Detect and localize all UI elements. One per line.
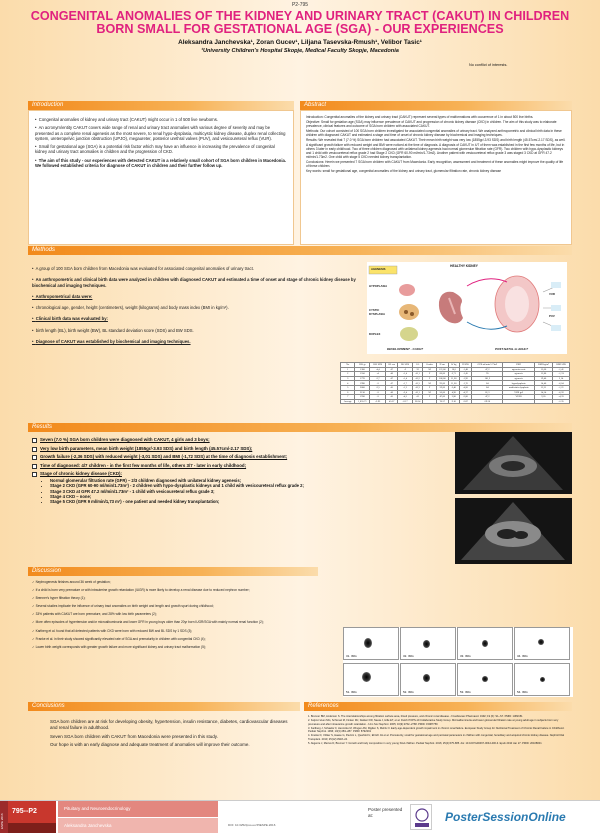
reference-item: 4. Franke D, Völker S, Haase G, Pavicic L, Querfeld U, Ehrich JH et al. Prematurity, small for gestational age and perinatal parameters in children with congenital, hereditary and acquired chronic kidney disease. Nephrol Dial Transplant. 2010; 25(12):3918–24. <box>308 734 564 741</box>
table-cell: 2060 <box>355 385 370 390</box>
authors: Aleksandra Janchevska¹, Zoran Gucev¹, Liljana Tasevska-Rmush¹, Velibor Tasic¹ <box>178 39 422 46</box>
ckd-item: • Stage 2 CKD (GFR 60-90 ml/min/1.73m²) - 2 children with hypo-dysplastic kidneys and 1 child with vesicoureteral reflux grade 2; <box>50 483 352 488</box>
discussion-item: Nephrogenesis finishes around 36 week of gestation; <box>35 580 111 584</box>
table-cell: -4 <box>370 372 386 377</box>
table-cell: VUR gr2 <box>503 390 534 395</box>
footer-topic: Pituitary and Neuroendocrinology <box>58 801 218 817</box>
table-cell: 15,00 <box>534 367 552 372</box>
result-item: Seven (7.0 %) SGA born children were diagnosed with CAKUT, 4 girls and 3 boys; <box>32 437 352 443</box>
table-cell: 4 <box>341 381 355 386</box>
abstract-paragraph: Conclusions: Herein we presented 7 SGA born children with CAKUT from Macedonia. Early recognition, assessment and treatment of these anomalies might improve the quality of life of these children. <box>306 159 564 169</box>
table-cell: -1,74 <box>553 372 570 377</box>
diagram-label-agenesis: AGENESIS <box>371 267 386 271</box>
reference-item: 5. Akgente J, Mertus D, Brenner Y. Growth and body composition in very young SGA children. Pediatr Nephrol. 2016; 25(4):675-685. doi: 10.1007/s00467-009-1400-3. Epub 2010 Jan 27. PMID: 20108001 <box>308 742 542 746</box>
table-cell: F <box>423 385 436 390</box>
introduction-header: Introduction <box>28 101 294 110</box>
table-header-cell: W kg <box>449 363 460 368</box>
table-cell: 32 <box>412 367 423 372</box>
table-header-cell: BW SDS <box>370 363 386 368</box>
table-cell: 81,3 <box>472 390 503 395</box>
table-cell: -2,5 <box>370 385 386 390</box>
discussion-section <box>28 567 572 576</box>
patients-table-wrap <box>340 362 570 404</box>
table-cell: 41 <box>412 395 423 400</box>
table-cell: 7 <box>341 395 355 400</box>
discussion-item: Several studies implicate the influence of urinary tract anomalies on birth weight and length and growth spurt during childhood; <box>35 604 214 609</box>
references-body <box>304 711 572 745</box>
table-cell: 41,1 <box>412 390 423 395</box>
ckd-item: • Stage 3 CKD at GFR 47.2 ml/min/1.73m² - 1 child with vesicoureteral reflux grade 3; <box>50 489 352 494</box>
table-cell: -4,5 <box>398 395 412 400</box>
table-cell: 46 <box>386 390 398 395</box>
table-cell: F <box>423 376 436 381</box>
table-cell: -2,7 <box>370 376 386 381</box>
intro-aim: The aim of this study - our experiences with detected CAKUT in a relatively small cohort of SGA born children in Macedonia. We followed established criteria for diagnose of CAKUT in children and their further follow up. <box>35 157 286 169</box>
table-cell: M <box>423 390 436 395</box>
scan-image: 34. IMG <box>514 627 570 660</box>
table-cell: 46 <box>386 372 398 377</box>
table-cell: 6 <box>341 390 355 395</box>
table-cell: 56,00 <box>436 390 448 395</box>
conclusions-body <box>28 711 300 748</box>
table-header-cell: BW gr <box>355 363 370 368</box>
espe-logo-icon <box>410 804 432 830</box>
diagram-label-puv: PUV <box>549 314 555 318</box>
table-cell: 121,00 <box>436 367 448 372</box>
table-cell: 5 <box>341 385 355 390</box>
table-header-cell: No <box>341 363 355 368</box>
ckd-item: • Normal glomerular filtration rate (GFR) – 2/3 children diagnosed with unilateral kidney agenesis; <box>50 478 352 483</box>
scan-image: 33. IMG <box>457 627 513 660</box>
discussion-item: Lower birth weight corresponds with greater growth failure and more significant kidney and urinary tract malformation (5); <box>35 644 206 649</box>
results-header: Results <box>28 423 572 432</box>
table-cell: hypodysplasia <box>503 381 534 386</box>
table-cell: 1360 <box>355 367 370 372</box>
results-list <box>32 437 352 507</box>
table-cell: 47 <box>386 381 398 386</box>
methods-item: Clinical birth data was evaluated by: <box>35 316 108 322</box>
table-cell: 4,90 <box>449 390 460 395</box>
introduction-section <box>28 101 294 245</box>
table-cell: F <box>423 395 436 400</box>
discussion-item: Franke et al. in their study showed significantly elevated rate of SGA and prematurity in children with congenital CKD (4); <box>35 636 206 641</box>
table-cell: 15,80 <box>534 372 552 377</box>
abstract-header: Abstract <box>300 101 572 110</box>
table-cell: -2,4 <box>398 390 412 395</box>
table-cell: 60,00 <box>436 372 448 377</box>
table-cell: -1,7 <box>398 381 412 386</box>
table-cell: Average <box>341 399 355 404</box>
table-cell: 14,54 <box>534 390 552 395</box>
table-cell: agenesis renis <box>503 367 534 372</box>
methods-section <box>28 246 572 255</box>
introduction-body: • Congenital anomalies of kidney and urinary tract (CAKUT) might occur in 1 of 500 live newborns. • An acronym/entity CAKUT covers wide range of renal and urinary tract anomalies with various degree of severity and may be presented as a complete renal agenesis as the most severe, to renal hypo-dysplasia, multicystic kidney disease, duplex renal collecting system, ureteropelvic junction obstruction (UPJO), megaureter, posterior urethral valves (PUV), and vesicoureteral reflux (VUR). • Small for gestational age (SGA) is a potential risk factor which may have an influence in increasing the prevalence of congenital kidney and urinary tract anomalies in children and the progression of CKD. • The aim of this study - our experiences with detected CAKUT in a relatively small cohort of SGA born children in Macedonia. We followed established criteria for diagnose of CAKUT in children and their further follow up. <box>28 110 294 245</box>
scan-image: 52. IMG <box>400 663 456 696</box>
table-cell: -1,48 <box>459 367 472 372</box>
conclusion-paragraph: Seven SGA born children with CAKUT from Macedonia were presented in this study. <box>50 733 218 739</box>
table-cell: -1,21 <box>553 385 570 390</box>
footer-presented-at: Poster presented at: <box>368 807 403 818</box>
table-cell: -4,37 <box>459 390 472 395</box>
table-cell: -2,00 <box>459 395 472 400</box>
reference-item: 1. Brenner BM, Anderson S. The interrelationships among filtration surface area, blood pressure, and chronic renal disease. J Cardiovasc Pharmacol. 1992; 19 (6): S1–S7. PMID: 1382151 <box>308 715 523 718</box>
results-section <box>28 423 572 432</box>
table-cell: 14,40 <box>534 381 552 386</box>
table-cell: 84 <box>472 381 503 386</box>
table-cell: 6,40 <box>449 385 460 390</box>
table-cell: 41,2 <box>412 376 423 381</box>
table-cell: 1550 <box>355 372 370 377</box>
table-cell: -3 <box>370 395 386 400</box>
table-cell: 2,14 <box>553 376 570 381</box>
table-header-cell: GA <box>412 363 423 368</box>
diagram-label-hypoplasia: HYPOPLASIA <box>369 284 388 288</box>
table-cell: 47,00 <box>436 395 448 400</box>
table-cell: 45 <box>386 395 398 400</box>
footer-id-bar <box>8 823 56 833</box>
table-cell: 41,3 <box>412 381 423 386</box>
abstract-body <box>300 110 572 245</box>
scan-image: 31. IMG <box>343 627 399 660</box>
discussion-item: If a child is born very premature or with intrauterine growth retardation (IUGR) is more likely to develop a renal disease due to reduced nephron number; <box>35 588 250 593</box>
table-cell: 84 <box>472 385 503 390</box>
scan-image: 32. IMG <box>400 627 456 660</box>
methods-item: birth length (BL), birth weight (BW), BL standard deviation score (SDS) and BW SDS. <box>35 327 194 333</box>
abstract-section <box>300 101 572 245</box>
footer <box>0 800 600 833</box>
table-row <box>341 399 570 404</box>
footer-poster-id: 795--P2 <box>8 801 56 823</box>
table-cell: M <box>423 367 436 372</box>
abstract-paragraph: Key words: small for gestational age, congenital anomalies of the kidney and urinary tract, glomerular filtration rate, chronic kidney disease <box>306 169 502 174</box>
table-cell: 45.57 <box>386 399 398 404</box>
table-cell: 11,60 <box>449 376 460 381</box>
affiliation: ¹University Children's Hospital Skopje, Medical Faculty Skopje, Macedonia <box>201 48 399 54</box>
table-cell: 41,1 <box>412 372 423 377</box>
references-header: References <box>304 702 572 711</box>
discussion-item: Brenner's hyper filtration theory (1); <box>35 596 86 601</box>
table-cell: -3 <box>370 381 386 386</box>
table-cell: 47,2 <box>472 367 503 372</box>
table-header-cell: BMI kg/m² <box>534 363 552 368</box>
table-cell: 47 <box>386 367 398 372</box>
table-cell: -1,4 <box>398 376 412 381</box>
table-cell: agenesis <box>503 376 534 381</box>
discussion-header: Discussion <box>28 567 318 576</box>
scan-image: 53. IMG <box>457 663 513 696</box>
table-cell: 59,00 <box>436 385 448 390</box>
result-item: Stage of chronic kidney disease (CKD): • Normal glomerular filtration rate (GFR) – 2/3 children diagnosed with unilateral kidney agenesis; • Stage 2 CKD (GFR 60-90 ml/min/1.73m²) - 2 children with hypo-dysplastic kidneys and 1 child with vesicoureteral reflux grade 2; • Stage 3 CKD at GFR 47.2 ml/min/1.73m² - 1 child with vesicoureteral reflux grade 3; • Stage 4 CKD – none; • Stage 5 CKD (GFR 9 ml/min/1,73 m²) - one patient and needed kidney transplantation; <box>32 471 352 504</box>
result-item: Very low birth parameters, mean birth weight (1855gr/-3.93 SDS) and birth length (45.57cm/-2.17 SDS); <box>32 446 352 452</box>
table-cell: 70.57 <box>436 399 448 404</box>
ultrasound-image-2 <box>455 498 572 564</box>
conflict-statement: No conflict of interests. <box>469 63 508 67</box>
table-cell: 9.16 <box>449 399 460 404</box>
table-cell: -2 <box>398 367 412 372</box>
reference-item: 2. Keijzer-Veen MG, Schrevel M, Finken MJ, Dekker FW, Nauta J, Hille ET, et al. Dutch POPS-19 Collaborative Study Group. Microalbuminuria and lower glomerular filtration rate at young adult age in subjects born very premature and after intrauterine growth retardation. J Am Soc Nephrol. 2005; 16(9):2762–2768. PMID: 15987759 <box>308 719 559 726</box>
scan-image: 54. IMG <box>514 663 570 696</box>
diagram-label-duplex: DUPLEX <box>369 332 381 336</box>
table-cell: -2.17 <box>398 399 412 404</box>
table-header-cell: H SDS <box>459 363 472 368</box>
result-item: Time of diagnosed: 4/7 children - in the first few months of life, others 3/7 - later in early childhood; <box>32 463 352 469</box>
footer-side-tab: ESPE 2016 <box>0 801 8 833</box>
table-header-cell: BMI SDS <box>553 363 570 368</box>
table-cell: 19,40 <box>534 376 552 381</box>
abstract-paragraph: Methods: Our cohort consisted of 100 SGA born children investigated for associated congenital anomalies of urinary tract. We analyzed anthropometric and clinical birth data in these children with diagnosed CAKUT and estimated a stage and time of onset of chronic kidney disease by biochemical and imaging techniques. <box>306 129 562 138</box>
table-cell: 3 <box>341 376 355 381</box>
table-cell: 92,00 <box>436 381 448 386</box>
table-cell: -4,4 <box>370 367 386 372</box>
table-cell: F <box>423 372 436 377</box>
table-cell: -0,64 <box>553 381 570 386</box>
diagram-label-dysplasia: CYSTIC DYSPLASIA <box>369 308 386 316</box>
methods-item: Anthropometrical data were: <box>35 293 93 299</box>
table-cell: 47,2 <box>472 395 503 400</box>
methods-header: Methods <box>28 246 572 255</box>
table-cell: 16,0 <box>449 367 460 372</box>
result-item: Growth failure (-2,36 SDS) with reduced weight (-3,01 SDS) and BMI (-1,72 SDS) at the time of diagnosis establishment; <box>32 454 352 460</box>
ultrasound-graphic <box>455 432 572 494</box>
diagram-label-vur: VUR <box>549 292 555 296</box>
conclusion-paragraph: Our hope is with an early diagnose and adequate treatment of anomalies will improve their outcome. <box>50 742 250 748</box>
table-cell: 11,60 <box>449 381 460 386</box>
methods-item: Diagnose of CAKUT was established by biochemical and imaging techniques. <box>35 339 191 345</box>
diagram-caption-left: DEVELOPMENT - CAKUT <box>387 347 423 351</box>
scan-image: 51. IMG <box>343 663 399 696</box>
table-cell: multicistic dysplasia <box>503 385 534 390</box>
reference-item: 3. Karlberg J, Schaefer F, Hennicke M, Wingen AM, Rigden S, Mehls O. Early age-dependent growth impairment in chronic renal failure. European Study Group for Nutritional Treatment of Chronic Renal Failure in Childhood. Pediatr Nephrol. 1996; 10(3):283–287. PMID: 8792391 <box>308 726 565 734</box>
table-cell: 9,65 <box>534 395 552 400</box>
table-cell: 2 <box>341 372 355 377</box>
diagram-label-healthy: HEALTHY KIDNEY <box>450 264 478 268</box>
table-cell: VUR3 <box>503 395 534 400</box>
methods-item: chronological age, gender, height (centimeters), weight (kilograms) and body mass index (BMI in kg/m²). <box>35 305 229 311</box>
ckd-item: • Stage 4 CKD – none; <box>50 494 352 499</box>
table-cell: 2130 <box>355 390 370 395</box>
table-cell: -2.87 <box>459 399 472 404</box>
table-cell <box>503 399 534 404</box>
methods-list: • A group of 100 SGA born children from Macedonia was evaluated for associated congenital anomalies of urinary tract. • An anthropometric and clinical birth data were analyzed in children with diagnosed CAKUT and estimated a time of onset and stage of chronic kidney disease by biochemical and imaging techniques. • Anthropometrical data were: • chronological age, gender, height (centimeters), weight (kilograms) and body mass index (BMI in kg/m²). • Clinical birth data was evaluated by: • birth length (BL), birth weight (BW), BL standard deviation score (SDS) and BW SDS. • Diagnose of CAKUT was established by biochemical and imaging techniques. <box>32 266 356 345</box>
abstract-paragraph: Introduction: Congenital anomalies of the kidney and urinary tract (CAKUT) represent several types of malformations with occurrence of 1 in about 500 live births. <box>306 115 534 119</box>
methods-item: An anthropometric and clinical birth data were analyzed in children with diagnosed CAKUT and estimated a time of onset and stage of chronic kidney disease by biochemical and imaging techniques. <box>32 277 356 288</box>
intro-paragraph: An acronym/entity CAKUT covers wide range of renal and urinary tract anomalies with various degree of severity and may be presented as a complete renal agenesis as the most severe, to renal hypo-dysplasia, multicystic kidney disease, duplex renal collecting system, ureteropelvic junction obstruction (UPJO), megaureter, posterior urethral valves (PUV), and vesicoureteral reflux (VUR). <box>35 125 286 141</box>
table-cell: 15,31 <box>534 385 552 390</box>
table-cell: -1,76 <box>459 381 472 386</box>
abstract-paragraph: Results: We revealed that 7 (7.0 %) SGA born children had associated CAKUT. Their mean birth weight was very low (1855gr/-3.93 SDS) and birth length (45.57cm/-2.17 SDS), as well. A significant growth failure with reduced weight and BMI were noticed at the time of diagnosis. A diagnosis of CAKUT in 4/7 of them was established in the first few months of life, but in others 3 later in early childhood. Two of three children diagnosed with unilateral kidney agenesis had normal glomerular filtration rate (GFR). Two children with hypo-dysplastic kidneys and 1 child with vesicoureteral reflux grade 2 had Stage 2 CKD (GFR 60-90 ml/min/1.73m2). Another patient with vesicoureteral reflux grade 3 was staged 3 CKD at GFR 47.2 ml/min/1.73m2. One child with stage 5 CKD needed kidney transplantation. <box>306 138 566 159</box>
table-cell: -1,3 <box>398 385 412 390</box>
abstract-paragraph: Objective: Small for gestation age (SGA) may influence prevalence of CAKUT and progression of chronic kidney disease (CKD) in children. The aim of this study was to elaborate prevalence, clinical features and outcome of SGA born children with associated CAKUT. <box>306 120 557 129</box>
conclusions-section <box>28 702 300 751</box>
table-cell: 2,80 <box>449 395 460 400</box>
table-header-cell: H cm <box>436 363 448 368</box>
table-header-cell: PRD <box>503 363 534 368</box>
table-header-cell: Gender <box>423 363 436 368</box>
discussion-item: More often episodes of hypertension and/or microalbuminuria and lower GFR in young boys older than 20yr born IUGR/SGA with mainly normal renal function (2); <box>35 620 264 625</box>
poster-session-online-logo[interactable]: PosterSessionOnline <box>445 810 566 824</box>
table-cell: 1990 <box>355 381 370 386</box>
table-cell: 45 <box>386 385 398 390</box>
cakut-diagram <box>367 262 567 354</box>
table-cell: 38.14 <box>412 399 423 404</box>
references-section <box>304 702 572 746</box>
table-header-cell: GFR ml/min/1.73m² <box>472 363 503 368</box>
table-cell: -4,60 <box>459 385 472 390</box>
table-cell: -1,4 <box>398 372 412 377</box>
discussion-item: 33% patients with CAKUT are born premature, and 28% with low birth parameters (2); <box>35 612 157 617</box>
poster-code: P2-795 <box>291 2 309 8</box>
discussion-list: ✓ Nephrogenesis finishes around 36 week of gestation; ✓ If a child is born very premature or with intrauterine growth retardation (IUGR) is more likely to develop a renal disease due to reduced nephron number; ✓ Brenner's hyper filtration theory (1); ✓ Several studies implicate the influence of urinary tract anomalies on birth weight and length and growth spurt during childhood; ✓ 33% patients with CAKUT are born premature, and 28% with low birth parameters (2); ✓ More often episodes of hypertension and/or microalbuminuria and lower GFR in young boys older than 20yr born IUGR/SGA with mainly normal renal function (2); ✓ Karlberg et al. found that all detected patients with CKD were born with reduced BW and BL SDS by 1 SDS (3); ✓ Franke et al. in their study showed significantly elevated rate of SGA and prematurity in children with congenital CKD (4); ✓ Lower birth weight corresponds with greater growth failure and more significant kidney and urinary tract malformation (5); <box>32 580 264 649</box>
table-cell: 6,71 <box>449 372 460 377</box>
conclusions-header: Conclusions <box>28 702 300 711</box>
poster-title: CONGENITAL ANOMALIES OF THE KIDNEY AND URINARY TRACT (CAKUT) IN CHILDREN BORN SMALL FOR GESTATIONAL AGE (SGA) - OUR EXPERIENCES <box>30 9 570 36</box>
table-cell: -3.93 <box>370 399 386 404</box>
ckd-item: • Stage 5 CKD (GFR 9 ml/min/1,73 m²) - one patient and needed kidney transplantation; <box>50 499 352 504</box>
table-cell: 1 <box>341 367 355 372</box>
table-cell: M <box>423 381 436 386</box>
footer-doi: DOI: 10.3252/pso.eu.55ESPE.2016 <box>228 823 276 827</box>
conclusion-paragraph: SGA born children are at risk for developing obesity, hypertension, insulin resistance, diabetes, cardiovascular diseases and renal failure in adulthood. <box>50 719 288 730</box>
table-cell: -3 <box>370 390 386 395</box>
table-cell: 1,855.71 <box>355 399 370 404</box>
table-cell: 47 <box>386 376 398 381</box>
table-cell: -1,96 <box>459 376 472 381</box>
table-cell: agenesis <box>503 372 534 377</box>
table-cell <box>423 399 436 404</box>
table-cell: -1.35 <box>553 399 570 404</box>
scintigraphy-grid <box>343 627 573 697</box>
table-cell: 1930 <box>355 395 370 400</box>
table-cell: 95 <box>472 372 503 377</box>
table-cell: -1,45 <box>459 372 472 377</box>
footer-author: Aleksandra Janchevska <box>58 818 218 833</box>
table-header-cell: BL SDS <box>398 363 412 368</box>
table-cell: 1770 <box>355 376 370 381</box>
table-cell: 101,2 <box>472 376 503 381</box>
table-header-cell: BL cm <box>386 363 398 368</box>
table-cell: 106,00 <box>436 376 448 381</box>
cakut-diagram-figure <box>367 262 567 354</box>
intro-paragraph: Small for gestational age (SGA) is a potential risk factor which may have an influence in increasing the prevalence of congenital kidney and urinary tract anomalies in children and the progression of CKD. <box>35 144 275 155</box>
table-cell: -4,33 <box>553 395 570 400</box>
ultrasound-graphic <box>455 498 572 564</box>
methods-item: A group of 100 SGA born children from Macedonia was evaluated for associated congenital anomalies of urinary tract. <box>35 266 254 271</box>
diagram-caption-right: POST-NATAL to ADULT <box>495 347 528 351</box>
discussion-item: Karlberg et al. found that all detected patients with CKD were born with reduced BW and BL SDS by 1 SDS (3); <box>35 628 193 633</box>
ultrasound-image-1 <box>455 432 572 494</box>
patients-table <box>340 362 570 404</box>
table-cell: 41,3 <box>412 385 423 390</box>
table-cell: -1,41 <box>553 367 570 372</box>
table-cell <box>534 399 552 404</box>
intro-paragraph: Congenital anomalies of kidney and urinary tract (CAKUT) might occur in 1 of 500 live newborns. <box>38 117 219 122</box>
table-cell: 69.26 <box>472 399 503 404</box>
table-cell: -0,59 <box>553 390 570 395</box>
